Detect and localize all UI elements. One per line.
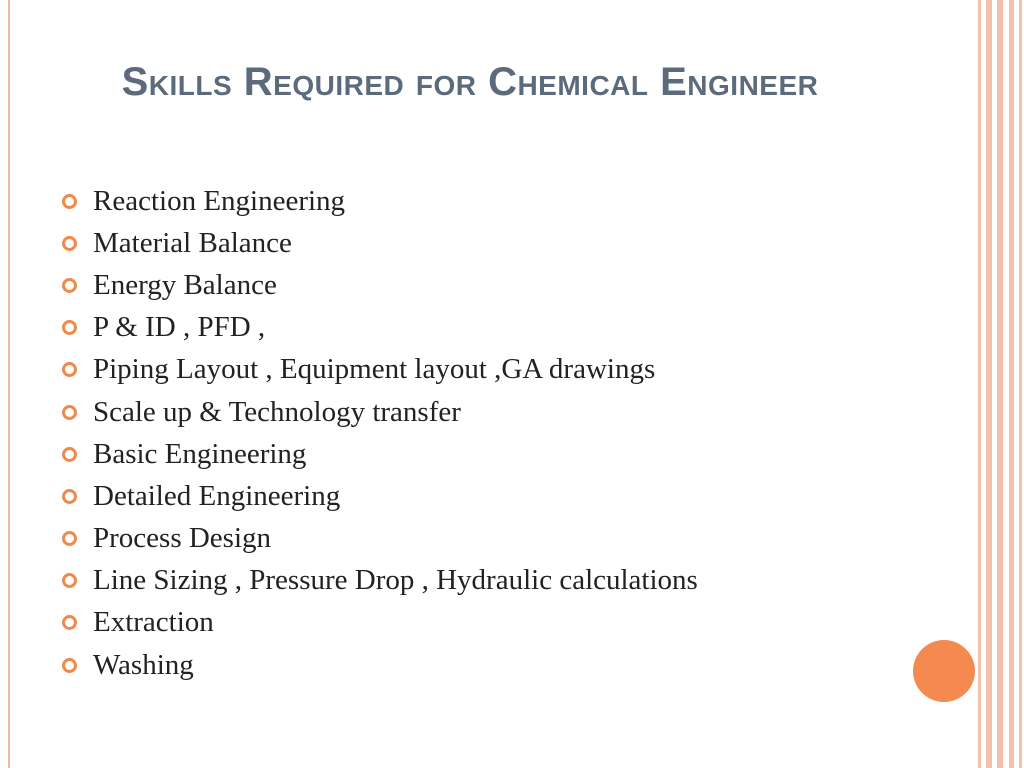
list-item xyxy=(62,475,698,517)
right-decorative-band xyxy=(974,0,1024,768)
list-item xyxy=(62,518,698,560)
list-item-text: Detailed Engineering xyxy=(93,479,341,512)
ring-bullet-icon xyxy=(62,278,77,293)
list-item xyxy=(62,433,698,475)
right-stripe xyxy=(1009,0,1014,768)
list-item xyxy=(62,264,698,306)
list-item-text: Extraction xyxy=(93,606,214,639)
right-stripe xyxy=(978,0,981,768)
list-item-text: Scale up & Technology transfer xyxy=(93,395,461,428)
list-item xyxy=(62,602,698,644)
list-item xyxy=(62,307,698,349)
right-stripe xyxy=(1019,0,1022,768)
list-item-text: Basic Engineering xyxy=(93,437,307,470)
skills-list xyxy=(62,180,698,686)
list-item-text: Reaction Engineering xyxy=(93,184,346,217)
list-item xyxy=(62,349,698,391)
list-item xyxy=(62,644,698,686)
orange-circle-decoration xyxy=(913,640,975,702)
list-item-text: P & ID , PFD , xyxy=(93,311,266,344)
list-item-text: Energy Balance xyxy=(93,268,277,301)
ring-bullet-icon xyxy=(62,447,77,462)
right-stripe xyxy=(997,0,1003,768)
ring-bullet-icon xyxy=(62,658,77,673)
ring-bullet-icon xyxy=(62,573,77,588)
ring-bullet-icon xyxy=(62,320,77,335)
slide-title: Skills Required for Chemical Engineer xyxy=(121,60,819,104)
list-item xyxy=(62,560,698,602)
list-item-text: Process Design xyxy=(93,522,272,555)
ring-bullet-icon xyxy=(62,362,77,377)
list-item-text: Washing xyxy=(93,648,194,681)
right-stripe xyxy=(986,0,992,768)
left-border-line xyxy=(8,0,10,768)
list-item xyxy=(62,180,698,222)
list-item-text: Piping Layout , Equipment layout ,GA drawings xyxy=(93,353,656,386)
ring-bullet-icon xyxy=(62,615,77,630)
list-item xyxy=(62,391,698,433)
list-item xyxy=(62,222,698,264)
ring-bullet-icon xyxy=(62,405,77,420)
ring-bullet-icon xyxy=(62,194,77,209)
ring-bullet-icon xyxy=(62,489,77,504)
ring-bullet-icon xyxy=(62,531,77,546)
ring-bullet-icon xyxy=(62,236,77,251)
list-item-text: Line Sizing , Pressure Drop , Hydraulic calculations xyxy=(93,564,698,597)
list-item-text: Material Balance xyxy=(93,226,292,259)
